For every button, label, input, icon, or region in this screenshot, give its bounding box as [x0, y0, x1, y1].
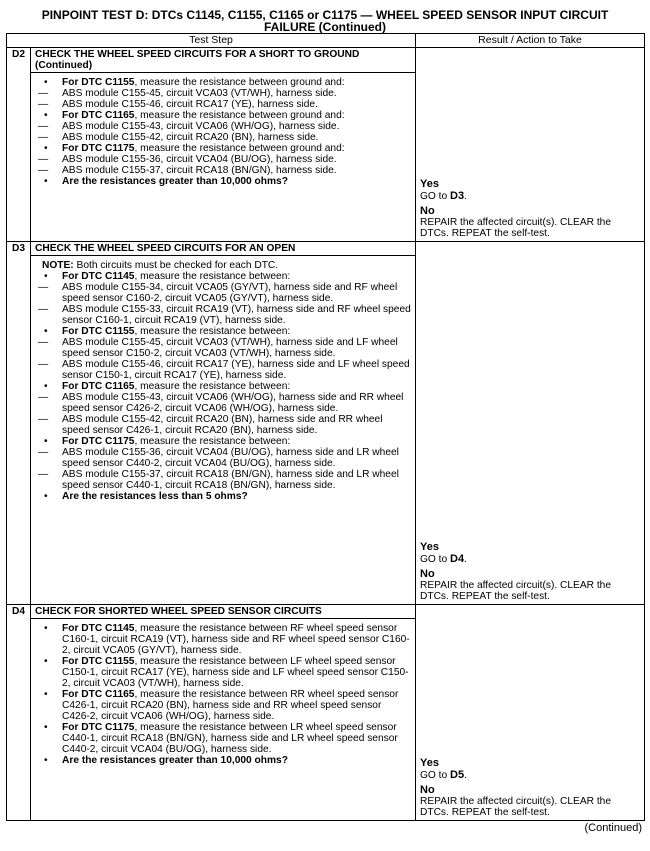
dash-item: [38, 414, 411, 436]
dash-list: [38, 88, 411, 110]
yes-target: D3: [450, 190, 465, 202]
dash-item: [38, 99, 411, 110]
dash-icon: —: [38, 154, 49, 165]
bullet-item: [35, 656, 411, 689]
dash-icon: —: [38, 414, 49, 425]
step-body: [31, 73, 416, 242]
dash-item: [38, 337, 411, 359]
bullet-item: [35, 491, 411, 502]
step-heading: CHECK THE WHEEL SPEED CIRCUITS FOR A SHORT TO GROUND (Continued): [31, 48, 416, 73]
dash-list: [38, 282, 411, 326]
dash-icon: —: [38, 121, 49, 132]
bullet-lead: For DTC C1175: [62, 436, 135, 447]
dash-item: [38, 282, 411, 304]
dash-text: ABS module C155-34, circuit VCA05 (GY/VT), harness side and RF wheel speed sensor C160-2, circuit VCA05 (GY/VT), harness side.: [62, 282, 398, 304]
bullet-list: [35, 623, 411, 766]
dash-item: [38, 154, 411, 165]
bullet-item: [35, 77, 411, 110]
bullet-lead: Are the resistances less than 5 ohms?: [62, 491, 248, 502]
bullet-text: , measure the resistance between:: [134, 436, 291, 447]
bullet-icon: •: [44, 623, 48, 634]
bullet-item: [35, 722, 411, 755]
dash-text: ABS module C155-36, circuit VCA04 (BU/OG), harness side.: [62, 154, 337, 165]
dash-item: [38, 447, 411, 469]
dash-item: [38, 132, 411, 143]
dash-icon: —: [38, 469, 49, 480]
bullet-item: [35, 271, 411, 326]
bullet-lead: For DTC C1155: [62, 326, 135, 337]
bullet-lead: For DTC C1175: [62, 143, 135, 154]
result-cell: [416, 605, 645, 821]
yes-action-pre: GO to: [420, 554, 451, 565]
continued-footer: (Continued): [584, 822, 642, 834]
bullet-item: [35, 436, 411, 491]
bullet-list: [35, 271, 411, 502]
result-header: Result / Action to Take: [416, 34, 645, 48]
dash-icon: —: [38, 447, 49, 458]
bullet-icon: •: [44, 110, 48, 121]
bullet-item: [35, 110, 411, 143]
bullet-item: [35, 623, 411, 656]
bullet-icon: •: [44, 176, 48, 187]
step-id: D2: [7, 48, 31, 242]
dash-text: ABS module C155-42, circuit RCA20 (BN), harness side and RR wheel speed sensor C426-1, circuit RCA20 (BN), harness side.: [62, 414, 383, 436]
yes-action-post: .: [464, 554, 467, 565]
title-line-2: FAILURE (Continued): [264, 20, 386, 34]
dash-text: ABS module C155-42, circuit RCA20 (BN), harness side.: [62, 132, 319, 143]
bullet-icon: •: [44, 143, 48, 154]
bullet-lead: Are the resistances greater than 10,000 ohms?: [62, 755, 288, 766]
dash-icon: —: [38, 392, 49, 403]
dash-list: [38, 392, 411, 436]
dash-list: [38, 121, 411, 143]
dash-list: [38, 447, 411, 491]
bullet-icon: •: [44, 689, 48, 700]
dash-text: ABS module C155-45, circuit VCA03 (VT/WH), harness side.: [62, 88, 337, 99]
bullet-lead: For DTC C1175: [62, 722, 135, 733]
dash-icon: —: [38, 359, 49, 370]
bullet-text: , measure the resistance between ground and:: [134, 110, 345, 121]
step-heading-row: [7, 242, 645, 256]
yes-action-pre: GO to: [420, 770, 451, 781]
bullet-text: , measure the resistance between RR wheel speed sensor C426-1, circuit RCA20 (BN), harness side and RR wheel speed sensor C426-2, circuit VCA06 (WH/OG), harness side.: [62, 689, 399, 722]
yes-action: [420, 769, 641, 781]
bullet-text: , measure the resistance between:: [134, 326, 291, 337]
dash-list: [38, 154, 411, 176]
bullet-text: , measure the resistance between ground and:: [134, 143, 345, 154]
bullet-item: [35, 176, 411, 187]
dash-item: [38, 121, 411, 132]
dash-item: [38, 165, 411, 176]
yes-label: Yes: [420, 757, 439, 769]
bullet-text: , measure the resistance between RF wheel speed sensor C160-1, circuit RCA19 (VT), harness side and RF wheel speed sensor C160-2, circuit VCA05 (GY/VT), harness side.: [62, 623, 410, 656]
dash-text: ABS module C155-46, circuit RCA17 (YE), harness side.: [62, 99, 318, 110]
bullet-icon: •: [44, 755, 48, 766]
bullet-text: , measure the resistance between ground and:: [134, 77, 345, 88]
title-line-1: PINPOINT TEST D: DTCs C1145, C1155, C1165 or C1175 — WHEEL SPEED SENSOR INPUT CIRCUIT: [41, 8, 609, 22]
step-heading: CHECK THE WHEEL SPEED CIRCUITS FOR AN OPEN: [31, 242, 416, 256]
yes-label: Yes: [420, 541, 439, 553]
note-text: Both circuits must be checked for each DTC.: [73, 260, 279, 271]
bullet-item: [35, 381, 411, 436]
bullet-item: [35, 689, 411, 722]
bullet-lead: For DTC C1165: [62, 110, 135, 121]
bullet-item: [35, 143, 411, 176]
step-heading-row: [7, 605, 645, 619]
table-header-row: [7, 34, 645, 48]
note-label: NOTE:: [42, 260, 74, 271]
bullet-text: , measure the resistance between LF wheel speed sensor C150-1, circuit RCA17 (YE), harness side and LF wheel speed sensor C150-2, circuit VCA03 (VT/WH), harness side.: [62, 656, 409, 689]
yes-action-post: .: [464, 191, 467, 202]
yes-target: D4: [450, 553, 465, 565]
result-cell: [416, 48, 645, 242]
dash-item: [38, 88, 411, 99]
dash-text: ABS module C155-46, circuit RCA17 (YE), harness side and LF wheel speed sensor C150-1, circuit RCA17 (YE), harness side.: [62, 359, 410, 381]
dash-item: [38, 469, 411, 491]
yes-action-pre: GO to: [420, 191, 451, 202]
dash-text: ABS module C155-37, circuit RCA18 (BN/GN), harness side.: [62, 165, 337, 176]
bullet-icon: •: [44, 326, 48, 337]
step-heading-row: [7, 48, 645, 73]
bullet-text: , measure the resistance between LR wheel speed sensor C440-1, circuit RCA18 (BN/GN), harness side and LR wheel speed sensor C440-2, circuit VCA04 (BU/OG), harness side.: [62, 722, 398, 755]
bullet-icon: •: [44, 77, 48, 88]
bullet-item: [35, 755, 411, 766]
step-id: D3: [7, 242, 31, 605]
no-label: No: [420, 205, 435, 217]
dash-icon: —: [38, 132, 49, 143]
bullet-text: , measure the resistance between:: [134, 381, 291, 392]
dash-icon: —: [38, 99, 49, 110]
dash-icon: —: [38, 337, 49, 348]
dash-text: ABS module C155-43, circuit VCA06 (WH/OG), harness side.: [62, 121, 340, 132]
dash-list: [38, 337, 411, 381]
dash-item: [38, 359, 411, 381]
bullet-text: , measure the resistance between:: [134, 271, 291, 282]
dash-item: [38, 304, 411, 326]
bullet-icon: •: [44, 381, 48, 392]
yes-label: Yes: [420, 178, 439, 190]
bullet-lead: Are the resistances greater than 10,000 ohms?: [62, 176, 288, 187]
yes-target: D5: [450, 769, 465, 781]
bullet-lead: For DTC C1155: [62, 656, 135, 667]
bullet-lead: For DTC C1145: [62, 623, 135, 634]
dash-item: [38, 392, 411, 414]
bullet-list: [35, 77, 411, 187]
bullet-icon: •: [44, 436, 48, 447]
step-body: [31, 619, 416, 821]
no-action: REPAIR the affected circuit(s). CLEAR the DTCs. REPEAT the self-test.: [420, 580, 611, 602]
step-body: [31, 256, 416, 605]
test-step-header: Test Step: [7, 34, 416, 48]
yes-action: [420, 190, 641, 202]
bullet-lead: For DTC C1165: [62, 689, 135, 700]
bullet-item: [35, 326, 411, 381]
bullet-lead: For DTC C1155: [62, 77, 135, 88]
note: [35, 260, 411, 271]
step-id: D4: [7, 605, 31, 821]
yes-action: [420, 553, 641, 565]
no-action: REPAIR the affected circuit(s). CLEAR the DTCs. REPEAT the self-test.: [420, 796, 611, 818]
bullet-lead: For DTC C1165: [62, 381, 135, 392]
page-title: [0, 0, 650, 33]
step-heading: CHECK FOR SHORTED WHEEL SPEED SENSOR CIRCUITS: [31, 605, 416, 619]
bullet-icon: •: [44, 491, 48, 502]
no-label: No: [420, 568, 435, 580]
dash-text: ABS module C155-45, circuit VCA03 (VT/WH), harness side and LF wheel speed sensor C150-2, circuit VCA03 (VT/WH), harness side.: [62, 337, 398, 359]
no-action: REPAIR the affected circuit(s). CLEAR the DTCs. REPEAT the self-test.: [420, 217, 611, 239]
bullet-icon: •: [44, 271, 48, 282]
pinpoint-test-table: [6, 33, 645, 821]
dash-icon: —: [38, 304, 49, 315]
bullet-icon: •: [44, 722, 48, 733]
dash-icon: —: [38, 88, 49, 99]
result-cell: [416, 242, 645, 605]
dash-text: ABS module C155-37, circuit RCA18 (BN/GN), harness side and LR wheel speed sensor C440-1, circuit RCA18 (BN/GN), harness side.: [62, 469, 399, 491]
dash-icon: —: [38, 282, 49, 293]
table-body: [7, 48, 645, 821]
dash-text: ABS module C155-43, circuit VCA06 (WH/OG), harness side and RR wheel speed sensor C426-2, circuit VCA06 (WH/OG), harness side.: [62, 392, 404, 414]
dash-icon: —: [38, 165, 49, 176]
bullet-icon: •: [44, 656, 48, 667]
no-label: No: [420, 784, 435, 796]
dash-text: ABS module C155-36, circuit VCA04 (BU/OG), harness side and LR wheel speed sensor C440-2, circuit VCA04 (BU/OG), harness side.: [62, 447, 399, 469]
dash-text: ABS module C155-33, circuit RCA19 (VT), harness side and RF wheel speed sensor C160-1, circuit RCA19 (VT), harness side.: [62, 304, 411, 326]
bullet-lead: For DTC C1145: [62, 271, 135, 282]
yes-action-post: .: [464, 770, 467, 781]
